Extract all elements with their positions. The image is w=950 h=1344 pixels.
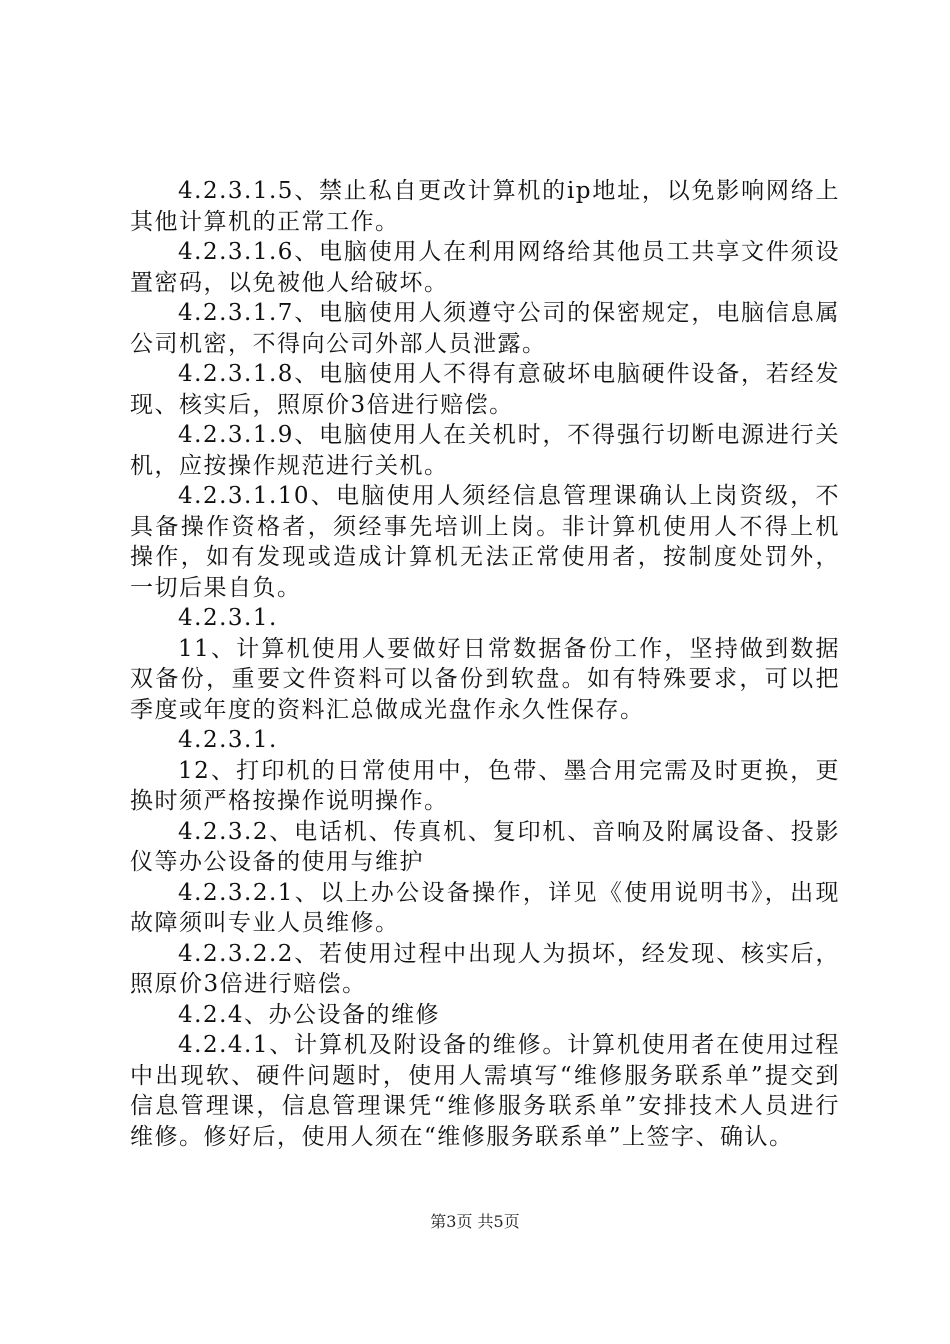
paragraph-4-2-3-1-6: 4.2.3.1.6、电脑使用人在利用网络给其他员工共享文件须设置密码，以免被他人给破坏。	[130, 239, 840, 296]
paragraph-4-2-3-1-5: 4.2.3.1.5、禁止私自更改计算机的ip地址，以免影响网络上其他计算机的正常工作。	[130, 178, 840, 235]
paragraph-item-12: 12、打印机的日常使用中，色带、墨合用完需及时更换，更换时须严格按操作说明操作。	[130, 757, 840, 814]
paragraph-item-11: 11、计算机使用人要做好日常数据备份工作，坚持做到数据双备份，重要文件资料可以备份到软盘。如有特殊要求，可以把季度或年度的资料汇总做成光盘作永久性保存。	[130, 635, 840, 723]
paragraph-4-2-4-1: 4.2.4.1、计算机及附设备的维修。计算机使用者在使用过程中出现软、硬件问题时，使用人需填写“维修服务联系单”提交到信息管理课，信息管理课凭“维修服务联系单”安排技术人员进行维修。修好后，使用人须在“维修服务联系单”上签字、确认。	[130, 1032, 840, 1150]
document-body	[130, 176, 840, 1152]
paragraph-4-2-3-1-8: 4.2.3.1.8、电脑使用人不得有意破坏电脑硬件设备，若经发现、核实后，照原价3倍进行赔偿。	[130, 361, 840, 418]
paragraph-4-2-3-2-2: 4.2.3.2.2、若使用过程中出现人为损坏，经发现、核实后，照原价3倍进行赔偿。	[130, 940, 840, 997]
paragraph-4-2-3-1-10: 4.2.3.1.10、电脑使用人须经信息管理课确认上岗资级，不具备操作资格者，须经事先培训上岗。非计算机使用人不得上机操作，如有发现或造成计算机无法正常使用者，按制度处罚外，一切后果自负。	[130, 483, 840, 601]
paragraph-number-4-2-3-1-b: 4.2.3.1.	[178, 727, 278, 753]
paragraph-4-2-3-2: 4.2.3.2、电话机、传真机、复印机、音响及附属设备、投影仪等办公设备的使用与维护	[130, 818, 840, 875]
page-number-footer: 第3页 共5页	[430, 1212, 520, 1231]
paragraph-4-2-3-1-7: 4.2.3.1.7、电脑使用人须遵守公司的保密规定，电脑信息属公司机密，不得向公司外部人员泄露。	[130, 300, 840, 357]
paragraph-4-2-3-2-1: 4.2.3.2.1、以上办公设备操作，详见《使用说明书》，出现故障须叫专业人员维修。	[130, 879, 840, 936]
paragraph-number-4-2-3-1-a: 4.2.3.1.	[178, 605, 278, 631]
paragraph-4-2-4: 4.2.4、办公设备的维修	[178, 1001, 441, 1028]
paragraph-4-2-3-1-9: 4.2.3.1.9、电脑使用人在关机时，不得强行切断电源进行关机，应按操作规范进行关机。	[130, 422, 840, 479]
